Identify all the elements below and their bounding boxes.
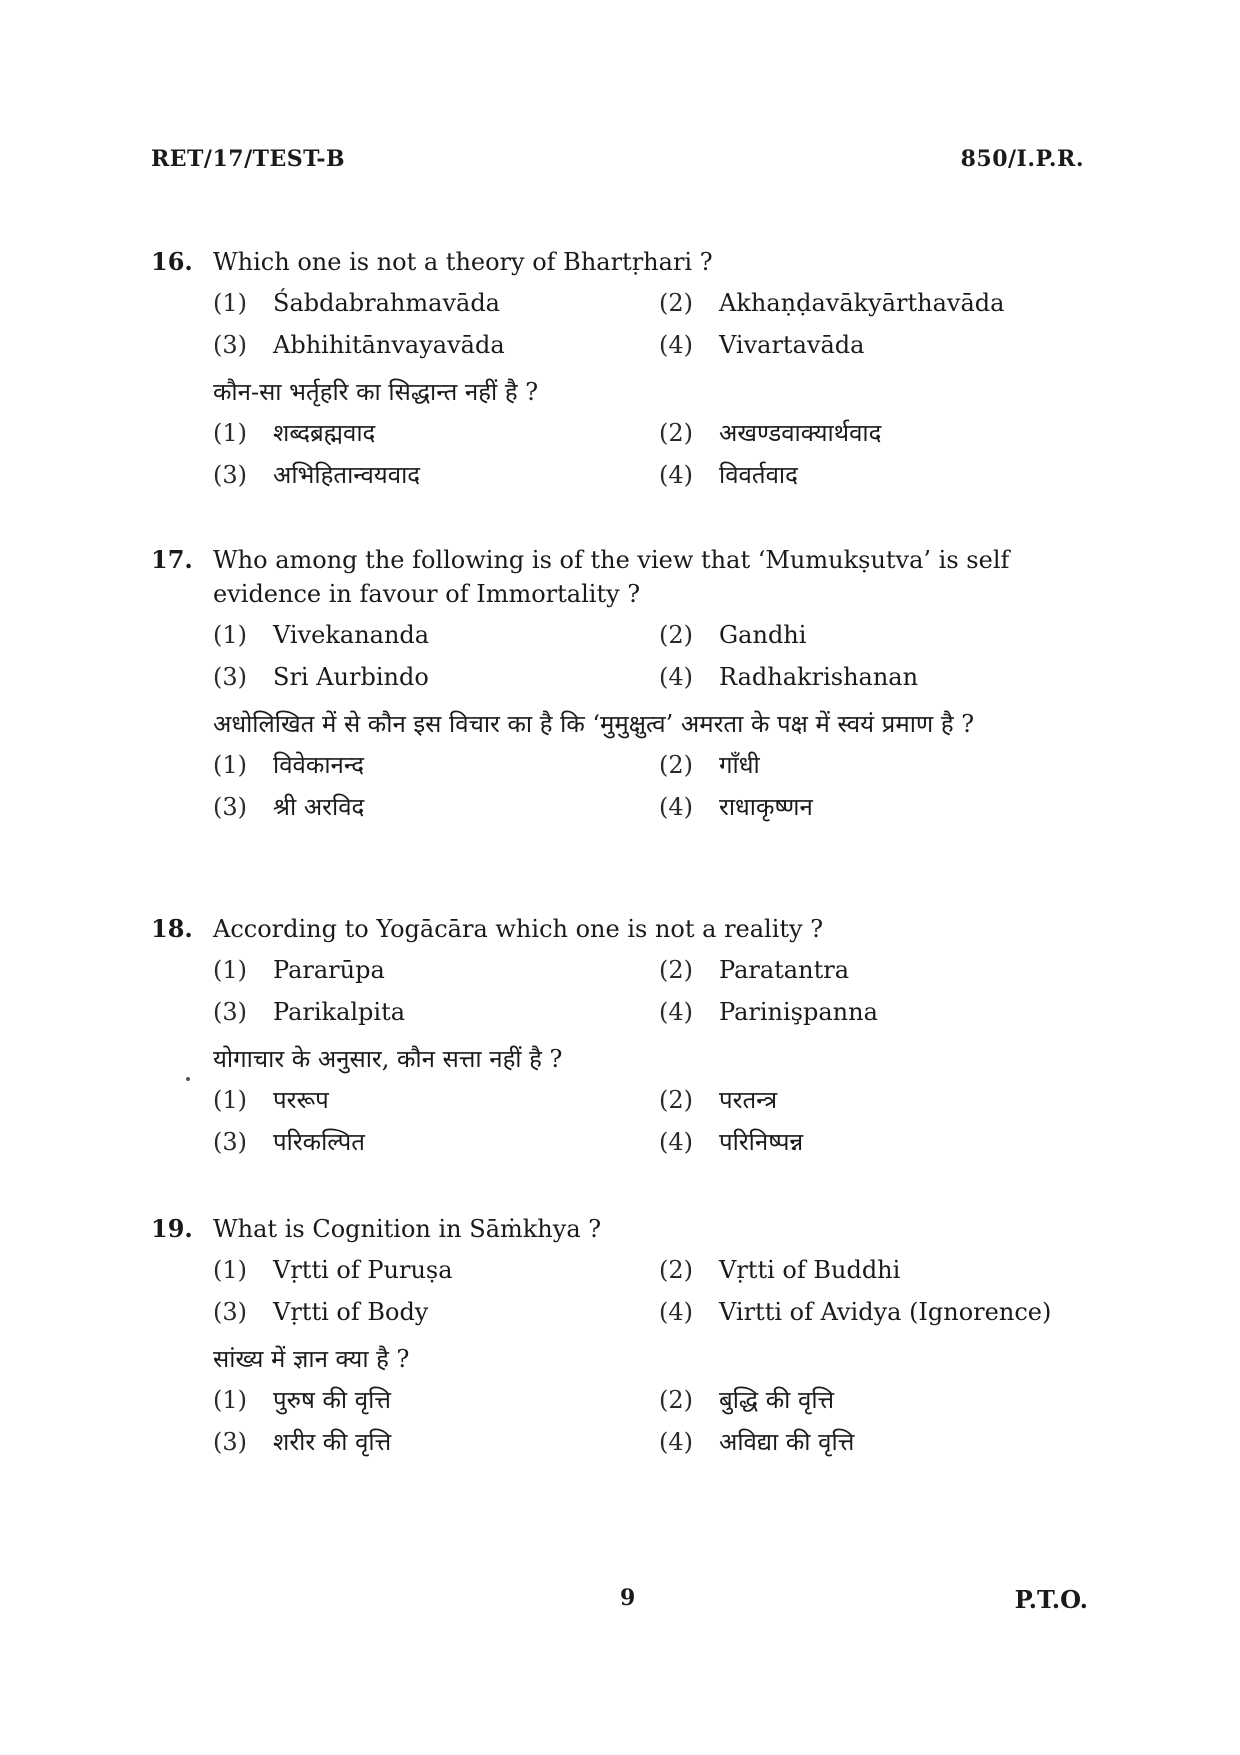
option-2 [659,1252,1091,1288]
option-3 [213,789,659,825]
option-number: (4) [659,1128,693,1156]
options-en [213,285,1091,363]
question-number: 16. [151,247,193,276]
option-text: Śabdabrahmavāda [273,289,500,317]
option-number: (3) [213,998,247,1026]
option-3 [213,1424,659,1460]
option-text: परिकल्पित [273,1128,365,1156]
option-text: Sri Aurbindo [273,663,429,691]
option-number: (3) [213,1298,247,1326]
option-text: परिनिष्पन्न [719,1128,804,1156]
option-number: (3) [213,663,247,691]
question-number: 18. [151,914,193,943]
option-3 [213,994,659,1030]
question-text-hi: अधोलिखित में से कौन इस विचार का है कि ‘मुमुक्षुत्व’ अमरता के पक्ष में स्वयं प्रमाण है ? [213,710,975,738]
option-2 [659,952,1091,988]
question-text-hi: योगाचार के अनुसार, कौन सत्ता नहीं है ? [213,1045,563,1073]
option-3 [213,327,659,363]
option-text: अविद्या की वृत्ति [719,1428,855,1456]
option-text: Virtti of Avidya (Ignorence) [719,1298,1052,1326]
option-number: (2) [659,1086,693,1114]
option-2 [659,415,1091,451]
option-number: (1) [213,1256,247,1284]
option-3 [213,457,659,493]
option-text: Vivekananda [273,621,430,649]
option-text: Akhaṇḍavākyārthavāda [719,289,1005,317]
option-text: Abhihitānvayavāda [273,331,505,359]
option-4 [659,1424,1091,1460]
option-number: (4) [659,663,693,691]
option-text: Vṛtti of Buddhi [719,1256,901,1284]
option-1 [213,285,659,321]
option-number: (2) [659,289,693,317]
options-en [213,952,1091,1030]
option-number: (4) [659,793,693,821]
option-text: Parinişpanna [719,998,878,1026]
options-hi [213,747,1091,825]
option-number: (2) [659,1256,693,1284]
page-number: 9 [620,1585,636,1611]
options-en [213,617,1091,695]
option-number: (3) [213,1428,247,1456]
option-1 [213,952,659,988]
option-4 [659,994,1091,1030]
option-number: (3) [213,1128,247,1156]
question-19 [151,1212,1091,1460]
option-2 [659,747,1091,783]
option-text: शब्दब्रह्मवाद [273,419,376,447]
header-paper-code: 850/I.P.R. [960,146,1084,172]
option-number: (4) [659,998,693,1026]
option-text: श्री अरविद [273,793,365,821]
option-1 [213,617,659,653]
option-text: परतन्त्र [719,1086,778,1114]
options-hi [213,1382,1091,1460]
pto-label: P.T.O. [1014,1585,1088,1614]
option-1 [213,747,659,783]
option-text: गाँधी [719,751,760,779]
question-number: 17. [151,545,193,574]
option-4 [659,789,1091,825]
option-number: (1) [213,419,247,447]
option-text: Vṛtti of Body [273,1298,429,1326]
option-4 [659,327,1091,363]
option-2 [659,285,1091,321]
option-number: (1) [213,1086,247,1114]
option-text: अखण्डवाक्यार्थवाद [719,419,882,447]
option-number: (2) [659,621,693,649]
option-number: (4) [659,1428,693,1456]
option-number: (3) [213,461,247,489]
question-16 [151,245,1091,493]
option-2 [659,1082,1091,1118]
options-hi [213,415,1091,493]
option-text: Paratantra [719,956,849,984]
option-number: (4) [659,461,693,489]
option-text: अभिहितान्वयवाद [273,461,421,489]
question-text-hi: कौन-सा भर्तृहरि का सिद्धान्त नहीं है ? [213,378,539,406]
option-2 [659,1382,1091,1418]
option-number: (3) [213,331,247,359]
question-number: 19. [151,1214,193,1243]
option-number: (2) [659,956,693,984]
question-text-en: Who among the following is of the view that ‘Mumukṣutva’ is self evidence in favour of Immortality ? [213,546,1010,608]
option-number: (4) [659,1298,693,1326]
question-17 [151,543,1091,825]
question-text-en: Which one is not a theory of Bhartṛhari ? [213,248,713,276]
option-number: (2) [659,419,693,447]
option-2 [659,617,1091,653]
options-en [213,1252,1091,1330]
option-text: शरीर की वृत्ति [273,1428,392,1456]
option-text: Parikalpita [273,998,406,1026]
option-text: Radhakrishanan [719,663,919,691]
option-number: (2) [659,751,693,779]
option-text: राधाकृष्णन [719,793,813,821]
option-number: (1) [213,289,247,317]
header-test-code: RET/17/TEST-B [151,146,346,172]
option-3 [213,659,659,695]
question-text-en: What is Cognition in Sāṁkhya ? [213,1215,602,1243]
option-number: (1) [213,621,247,649]
option-number: (4) [659,331,693,359]
option-1 [213,1382,659,1418]
option-4 [659,659,1091,695]
option-3 [213,1124,659,1160]
option-number: (1) [213,1386,247,1414]
option-text: बुद्धि की वृत्ति [719,1386,835,1414]
question-text-en: According to Yogācāra which one is not a reality ? [213,915,824,943]
option-4 [659,1124,1091,1160]
option-1 [213,1082,659,1118]
option-number: (1) [213,751,247,779]
question-text-hi: सांख्य में ज्ञान क्या है ? [213,1345,410,1373]
option-text: विवर्तवाद [719,461,798,489]
option-text: पररूप [273,1086,329,1114]
option-4 [659,457,1091,493]
option-text: Vṛtti of Puruṣa [273,1256,453,1284]
option-number: (1) [213,956,247,984]
question-18 [151,912,1091,1160]
option-1 [213,1252,659,1288]
option-4 [659,1294,1091,1330]
options-hi [213,1082,1091,1160]
option-3 [213,1294,659,1330]
option-1 [213,415,659,451]
option-text: Gandhi [719,621,807,649]
option-number: (3) [213,793,247,821]
option-text: Vivartavāda [719,331,865,359]
stray-mark [186,1077,190,1081]
option-text: विवेकानन्द [273,751,365,779]
option-text: पुरुष की वृत्ति [273,1386,391,1414]
option-text: Pararūpa [273,956,385,984]
option-number: (2) [659,1386,693,1414]
